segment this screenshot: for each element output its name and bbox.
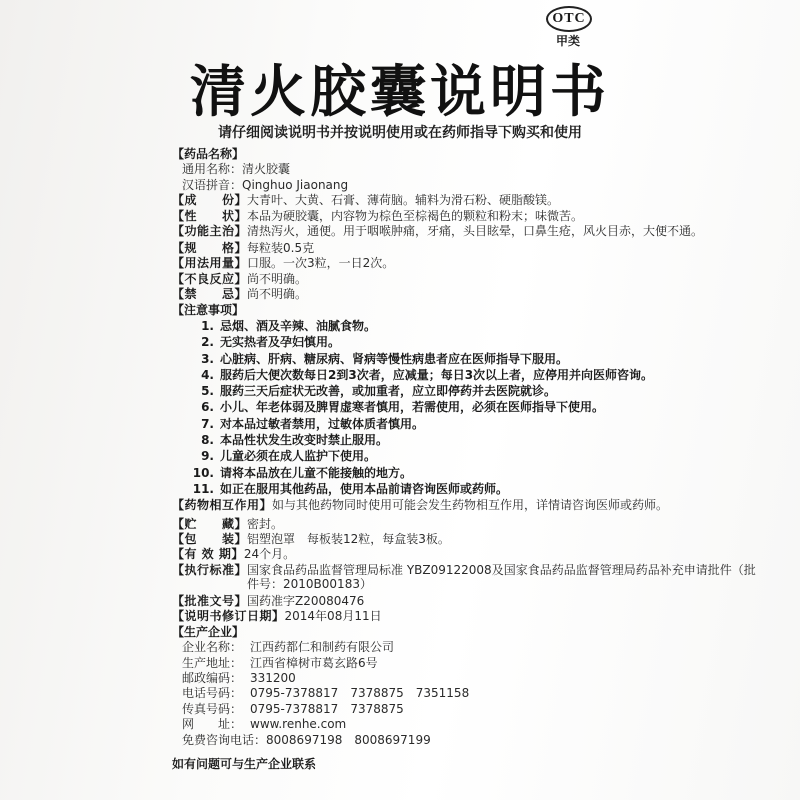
item-number: 8. bbox=[201, 433, 214, 448]
approval-row bbox=[172, 594, 762, 608]
pinyin-name-label: 汉语拼音： bbox=[182, 177, 243, 192]
list-item bbox=[172, 482, 762, 496]
manufacturer-postcode bbox=[172, 671, 762, 685]
page-subtitle: 请仔细阅读说明书并按说明使用或在药师指导下购买和使用 bbox=[218, 125, 582, 141]
contraindications-value: 尚不明确。 bbox=[247, 287, 308, 302]
manufacturer-fax bbox=[172, 702, 762, 716]
item-text: 儿童必须在成人监护下使用。 bbox=[220, 449, 377, 464]
footer-note: 如有问题可与生产企业联系 bbox=[172, 757, 317, 772]
item-text: 本品性状发生改变时禁止服用。 bbox=[220, 433, 389, 448]
standard-value: 国家食品药品监督管理局标准 YBZ09122008及国家食品药品监督管理局药品补充申请批件（批件号：2010B00183） bbox=[247, 562, 756, 592]
list-item bbox=[172, 335, 762, 349]
list-item bbox=[172, 417, 762, 431]
list-item bbox=[172, 433, 762, 447]
item-text: 无实热者及孕妇慎用。 bbox=[220, 335, 341, 350]
specification-label: 【规 格】 bbox=[172, 240, 248, 255]
interactions-label: 【药物相互作用】 bbox=[172, 498, 273, 513]
generic-name-label: 通用名称： bbox=[182, 162, 243, 177]
manufacturer-hotline bbox=[172, 733, 762, 747]
properties-row bbox=[172, 209, 762, 223]
item-number: 9. bbox=[201, 449, 214, 464]
page-title: 清火胶囊说明书 bbox=[190, 60, 610, 125]
list-item bbox=[172, 384, 762, 398]
item-number: 4. bbox=[201, 367, 214, 382]
manufacturer-name-label: 企业名称： bbox=[182, 640, 243, 655]
adverse-value: 尚不明确。 bbox=[247, 271, 308, 286]
pinyin-name bbox=[172, 178, 762, 192]
approval-value: 国药准字Z20080476 bbox=[247, 593, 365, 608]
revision-value: 2014年08月11日 bbox=[284, 609, 382, 624]
manufacturer-hotline-label: 免费咨询电话： bbox=[182, 732, 267, 747]
precautions-heading: 【注意事项】 bbox=[172, 303, 245, 318]
item-text: 忌烟、酒及辛辣、油腻食物。 bbox=[220, 318, 377, 333]
item-text: 如正在服用其他药品，使用本品前请咨询医师或药师。 bbox=[220, 481, 509, 496]
manufacturer-name bbox=[172, 640, 762, 654]
ingredients-row bbox=[172, 193, 762, 207]
indications-value: 清热泻火，通便。用于咽喉肿痛，牙痛，头目眩晕，口鼻生疮，风火目赤，大便不通。 bbox=[247, 224, 704, 239]
drug-name-heading: 【药品名称】 bbox=[172, 147, 245, 161]
validity-row bbox=[172, 547, 762, 561]
manufacturer-address bbox=[172, 656, 762, 670]
ingredients-label: 【成 份】 bbox=[172, 193, 248, 208]
manufacturer-fax-label: 传真号码： bbox=[182, 701, 243, 716]
item-number: 3. bbox=[201, 351, 214, 366]
ingredients-value: 大青叶、大黄、石膏、薄荷脑。辅料为滑石粉、硬脂酸镁。 bbox=[247, 193, 560, 208]
manufacturer-address-value: 江西省樟树市葛玄路6号 bbox=[250, 655, 378, 670]
item-number: 2. bbox=[201, 335, 214, 350]
interactions-row bbox=[172, 498, 762, 512]
item-text: 心脏病、肝病、糖尿病、肾病等慢性病患者应在医师指导下服用。 bbox=[220, 351, 569, 366]
contraindications-label: 【禁 忌】 bbox=[172, 287, 248, 302]
adverse-label: 【不良反应】 bbox=[172, 271, 248, 286]
revision-label: 【说明书修订日期】 bbox=[172, 609, 285, 624]
properties-value: 本品为硬胶囊，内容物为棕色至棕褐色的颗粒和粉末；味微苦。 bbox=[247, 208, 584, 223]
manufacturer-phone-value: 0795-7378817 7378875 7351158 bbox=[250, 686, 470, 701]
dosage-row bbox=[172, 256, 762, 270]
validity-label: 【有 效 期】 bbox=[172, 547, 244, 562]
manufacturer-phone bbox=[172, 686, 762, 700]
adverse-row bbox=[172, 272, 762, 286]
manufacturer-address-label: 生产地址： bbox=[182, 655, 243, 670]
specification-value: 每粒装0.5克 bbox=[247, 240, 315, 255]
manufacturer-postcode-value: 331200 bbox=[250, 670, 296, 685]
package-row bbox=[172, 532, 762, 546]
pinyin-name-value: Qinghuo Jiaonang bbox=[242, 177, 349, 192]
item-number: 7. bbox=[201, 416, 214, 431]
package-value: 铝塑泡罩 每板装12粒，每盒装3板。 bbox=[247, 532, 450, 546]
specification-row bbox=[172, 241, 762, 255]
storage-row bbox=[172, 517, 762, 531]
item-number: 10. bbox=[192, 465, 214, 480]
manufacturer-website bbox=[172, 717, 762, 731]
dosage-label: 【用法用量】 bbox=[172, 256, 248, 271]
item-text: 服药三天后症状无改善，或加重者，应立即停药并去医院就诊。 bbox=[220, 384, 557, 399]
indications-label: 【功能主治】 bbox=[172, 224, 248, 239]
generic-name bbox=[172, 162, 762, 176]
manufacturer-website-value: www.renhe.com bbox=[250, 717, 347, 732]
manufacturer-heading: 【生产企业】 bbox=[172, 624, 245, 639]
approval-label: 【批准文号】 bbox=[172, 593, 248, 608]
manufacturer-phone-label: 电话号码： bbox=[182, 686, 243, 701]
item-number: 5. bbox=[201, 384, 214, 399]
item-text: 小儿、年老体弱及脾胃虚寒者慎用，若需使用，必须在医师指导下使用。 bbox=[220, 400, 605, 415]
dosage-value: 口服。一次3粒，一日2次。 bbox=[247, 256, 395, 271]
item-text: 对本品过敏者禁用，过敏体质者慎用。 bbox=[220, 416, 425, 431]
manufacturer-name-value: 江西药都仁和制药有限公司 bbox=[250, 640, 395, 655]
validity-value: 24个月。 bbox=[243, 547, 296, 562]
interactions-value: 如与其他药物同时使用可能会发生药物相互作用，详情请咨询医师或药师。 bbox=[272, 498, 669, 513]
otc-text: OTC bbox=[552, 11, 586, 26]
standard-label: 【执行标准】 bbox=[172, 562, 248, 577]
manufacturer-hotline-value: 8008697198 8008697199 bbox=[266, 732, 431, 747]
generic-name-value: 清火胶囊 bbox=[242, 162, 291, 177]
item-number: 11. bbox=[192, 481, 214, 496]
otc-category: 甲类 bbox=[556, 34, 581, 48]
storage-label: 【贮 藏】 bbox=[172, 516, 248, 531]
item-number: 1. bbox=[201, 318, 214, 333]
storage-value: 密封。 bbox=[247, 516, 284, 531]
revision-row bbox=[172, 609, 762, 623]
list-item bbox=[172, 319, 762, 333]
list-item bbox=[172, 449, 762, 463]
properties-label: 【性 状】 bbox=[172, 208, 248, 223]
manufacturer-website-label: 网 址： bbox=[182, 717, 243, 732]
manufacturer-postcode-label: 邮政编码： bbox=[182, 670, 243, 685]
precautions-list bbox=[172, 319, 762, 496]
package-label: 【包 装】 bbox=[172, 532, 248, 546]
list-item bbox=[172, 352, 762, 366]
list-item bbox=[172, 400, 762, 414]
list-item bbox=[172, 368, 762, 382]
item-number: 6. bbox=[201, 400, 214, 415]
item-text: 服药后大便次数每日2到3次者，应减量；每日3次以上者，应停用并向医师咨询。 bbox=[220, 367, 654, 382]
contraindications-row bbox=[172, 287, 762, 301]
otc-badge bbox=[546, 6, 592, 32]
leaflet-body bbox=[172, 147, 762, 772]
item-text: 请将本品放在儿童不能接触的地方。 bbox=[220, 465, 413, 480]
manufacturer-fax-value: 0795-7378817 7378875 bbox=[250, 701, 404, 716]
indications-row bbox=[172, 224, 762, 238]
standard-row bbox=[172, 563, 762, 592]
list-item bbox=[172, 466, 762, 480]
